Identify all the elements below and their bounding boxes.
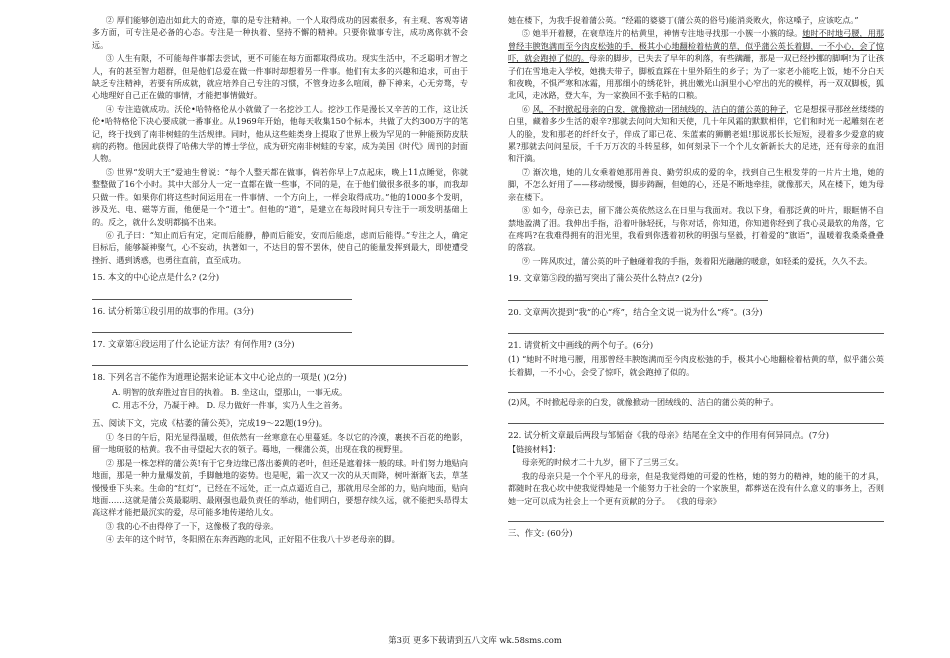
question-21-part-2: (2)风，不时掀起母亲的白发，就像掀动一团绒线的、洁白的蒲公英的种子。 bbox=[508, 397, 779, 408]
question-18-options-cd: C. 用志不分，乃凝于神。 D. 尽力做好一件事，实乃人生之首务。 bbox=[112, 400, 348, 411]
reading-paragraph-6-number: ⑥ bbox=[521, 103, 533, 114]
answer-line-16[interactable] bbox=[92, 319, 352, 333]
paragraph-5: ⑤ 世界“发明大王”爱迪生曾说：“每个人整天都在做事，倘若你早上7点起床，晚上11点睡觉，你就整整做了16个小时。其中大部分人一定一直都在做一些事，不同的是，在于他们做很多很多的事，而我却只做一件。如果你们将这些时间运用在一件事情、一个方向上，一样会取得成功。”他的1000多个发明，涉及光、电、磁等方面，他便是一个“道士”。但他的“道”，是建立在每段时间只专注于一项发明基础上的。反之，就什么发明都搞不出来。 bbox=[92, 166, 468, 227]
page-footer: 第3页 更多下载请到五八文库 wk.58sms.com bbox=[388, 635, 562, 645]
paragraph-3: ③ 人生有限，不可能每件事都去尝试，更不可能在每方面都取得成功。现实生活中，不乏聪明才智之人，有的甚至智力超群，但是他们总爱在做一件事时却想着另一件事。他们有太多的兴趣和追求，可由于缺乏专注精神，若要有所成就，就应培养自己专注的习惯，不管身边多么喧闹，静下神来，心无旁骛，专心地理好自己正在做的事情，才能把事情做好。 bbox=[92, 53, 468, 101]
section-5-heading: 五、阅读下文，完成《枯萎的蒲公英》，完成19～22题(19分)。 bbox=[92, 417, 328, 428]
paragraph-2: ② 厚们能够创造出如此大的奇迹，靠的是专注精神。一个人取得成功的因素很多，有主观、客观等诸多方面，可专注是必备的心态。专注是一种执着、坚持不懈的精神。只要你做事专注，成功离你就不会远。 bbox=[92, 15, 468, 50]
reading-paragraph-4-continued: 她在楼下，为我手捉着蒲公英。“经霜的婆婆丁(蒲公英的俗号)能消炎败火，你这嗓子，应该吃点。” bbox=[508, 15, 859, 25]
reading-paragraph-6-end: ，它是想探寻那丝丝缕缕的白里，藏着多少生活的艰辛?那就去问问大知和天使，几十年风霜的默默相伴，它们和时光一起雕刻在老人的脸，发和那老的纤纤女子，伴成了耶已花、朱蓝素的狮鹏老姐!那说那长长短短，浸着多少爱意的疲累?那就去问问星辰，千千万万次的斗转星移，如何刻录下一个个儿女新新长大的足迹，还有母亲的血泪和汗滴。 bbox=[508, 103, 884, 164]
question-16: 16. 试分析第①段引用的故事的作用。(3分) bbox=[92, 305, 254, 316]
reading-paragraph-1: ① 冬日的午后，阳光显得温暖，但依然有一丝寒意在心里蔓延。冬以它的冷漠，裹挟不百花的绝影，留一地斑驳的枯黄。我不由寻望起大衣的领子。蓦地，一棵蒲公英，出现在我的视野里。 bbox=[92, 431, 468, 455]
reading-paragraph-7: ⑦ 渐次地，她的儿女乘着她那用善良、勤劳织成的爱的伞，找到自己生根发芽的一片片土地，她的脚，不怎么好用了——移动缓慢，脚步踌蹰，但她的心，还是不断地牵挂，就像那天，风在楼下，她为母亲在楼下。 bbox=[508, 166, 884, 202]
link-material-paragraph-1: 母亲死的时候才二十九岁，留下了三男三女。 bbox=[521, 457, 684, 468]
answer-line-15[interactable] bbox=[92, 286, 352, 300]
reading-paragraph-5-start: ⑤ 她半开着腰，在衰草连片的枯黄里，神情专注地寻找那一小簇一小簇的绿。 bbox=[521, 28, 803, 39]
question-22: 22. 试分析文章最后两段与邹韬奋《我的母亲》结尾在全文中的作用有何异同点。(7分) bbox=[508, 429, 829, 440]
answer-line-21-1[interactable] bbox=[508, 379, 884, 393]
underlined-sentence-2: 风，不时掀起母亲的白发，就像掀动一团绒线的、洁白的蒲公英的种子 bbox=[532, 103, 786, 114]
section-3-heading: 三、作文: (60分) bbox=[508, 528, 573, 538]
answer-line-17[interactable] bbox=[92, 352, 468, 366]
paragraph-4: ④ 专注造就成功。沃伦•哈特格伦从小就做了一名挖沙工人。挖沙工作是漫长又辛苦的工作，这让沃伦•哈特格伦下决心要成就一番事业。从1969年开始，他每天收集150个标本，共做了大约300万字的笔记，终于找到了南非树蛙的生活规律。同时，他从这些蛙类身上提取了世界上极为罕见的一种能预防皮肤病的药物。他因此获得了哈佛大学的博士学位，成为研究南非树蛙的专家，成为美国《时代》周刊的封面人物。 bbox=[92, 103, 468, 164]
left-column bbox=[92, 14, 468, 546]
underlined-sentence-1: 她时不时地弓腰，用那曾经丰腴饱满而至今肉皮松弛的手，极其小心地翻检着枯黄的草，似乎蒲公英长着脚，一不小心，会了惊吓，就会跑掉了似的。 bbox=[508, 28, 884, 64]
link-material-paragraph-2: 我的母亲只是一个个平凡的母亲，但是我觉得她的可爱的性格，她的努力的精神，她的能干的才具，都随时在我心坎中使我觉得她是一个能努力于社会的一个家族里，都葬送在没有什么意义的事务上，否则她一定可以成为社会上一个更有贡献的分子。 《我的母亲》 bbox=[508, 470, 884, 506]
right-column bbox=[508, 14, 884, 541]
reading-paragraph-9: ⑨ 一阵风吹过，蒲公英的叶子触碰着我的手指，轰着阳光融融的暖意，如轻柔的爱抚，久久不去。 bbox=[521, 255, 873, 266]
reading-paragraph-2: ② 那是一株怎样的蒲公英!有于它身边缘已落出萎黄的老叶，但还是遮着抹一般的球。叶们努力地贴向地面，那是一种力量爆发前，手脚触地的姿势。也是呢，霜一次又一次的从天而降，树叶渐渐飞去，草茎慢慢垂下头来。生命的“红灯”，已经在不远处，正一点点逼近自己，那就用尽全部的力，贴向地面，贴向地面……这就是蒲公英最聪明、最刚强也最负责任的举动，他们明白，要想存续久远，就不能把头昂得太高这样才能把最沉实的爱，尽可能多地传递给儿女。 bbox=[92, 457, 468, 518]
question-18-options-ab: A. 明智的放弃胜过盲目的执着。 B. 坐这山，望那山，一事无成。 bbox=[112, 386, 348, 397]
answer-line-21-2[interactable] bbox=[508, 410, 884, 424]
question-19: 19. 文章第⑤段的描写突出了蒲公英什么特点? (2分) bbox=[508, 273, 703, 284]
question-20: 20. 文章两次提到“我”的心“疼”，结合全文说一说为什么“疼”。(3分) bbox=[508, 306, 763, 317]
answer-line-20[interactable] bbox=[508, 320, 884, 334]
question-18: 18. 下列名言不能作为道理论据来论证本文中心论点的一项是( )(2分) bbox=[92, 372, 347, 383]
question-15: 15. 本文的中心论点是什么? (2分) bbox=[92, 272, 220, 283]
reading-paragraph-4: ④ 去年的这个时节，冬阳照在东奔西跑的北风，正好阻不住我八十岁老母亲的脚。 bbox=[105, 534, 400, 545]
question-21: 21. 请赏析文中画线的两个句子。(6分) bbox=[508, 339, 654, 350]
question-17: 17. 文章第④段运用了什么论证方法？有何作用? (3分) bbox=[92, 338, 295, 349]
reading-paragraph-5 bbox=[508, 27, 884, 101]
reading-paragraph-6 bbox=[508, 103, 884, 165]
reading-paragraph-5-end: 母亲的脚步，已失去了早年的利落，有些蹒跚，那是一双已经抄挪的脚啊!为了让孩子们在雪地走入学校，她携夫带子，脚板直踩在十里外陌生的乡子；为了一家老小能吃上饭，她不分白天和夜晚，不惧严寒和冰霜，用那细小的绣花针，挑出嫩光山洞里小心窄出的光的模样，再一双双脚板，狐北风，走冰路，登大车，为一家换回不张手粘的口粮。 bbox=[508, 53, 884, 101]
reading-paragraph-8: ⑧ 如今，母亲已去，留下蒲公英依然这么在日里与我面对。我以下身，看那泛黄的叶片，眼眶情不自禁地盈满了泪。我伸出手指，沿着叶脉轻抚，与你对话，你知道，你知道你经到了我心灵最软的角落，它在疼吗?在我难得拥有的泪光里，我看到你透着初秋的明强与坚毅，打着爱的“旗语”，温暖着我桑桑叠叠的落寂。 bbox=[508, 205, 884, 253]
link-material-heading: 【链接材料】： bbox=[508, 443, 561, 454]
paragraph-6: ⑥ 孔子曰：“知止而后有定，定而后能静，静而后能安，安而后能虑，虑而后能得。”专注之人，确定目标后，能够凝神聚气，心不妄动，执著如一，不达目的誓不罢休，使自己的能量发挥到最大，即使遭受挫折、遇到诱惑，也勇往直前，直至成功。 bbox=[92, 229, 468, 265]
question-21-part-1: (1) “她时不时地弓腰，用那曾经丰腴饱满而至今肉皮松弛的手，极其小心地翻检着枯黄的草，似乎蒲公英长着脚，一不小心，会受了惊吓，就会跑掉了似的。 bbox=[508, 354, 884, 377]
answer-line-22[interactable] bbox=[508, 508, 884, 522]
reading-paragraph-3: ③ 我的心不由得停了一下，这像极了我的母亲。 bbox=[105, 520, 279, 531]
answer-line-19[interactable] bbox=[508, 287, 768, 301]
